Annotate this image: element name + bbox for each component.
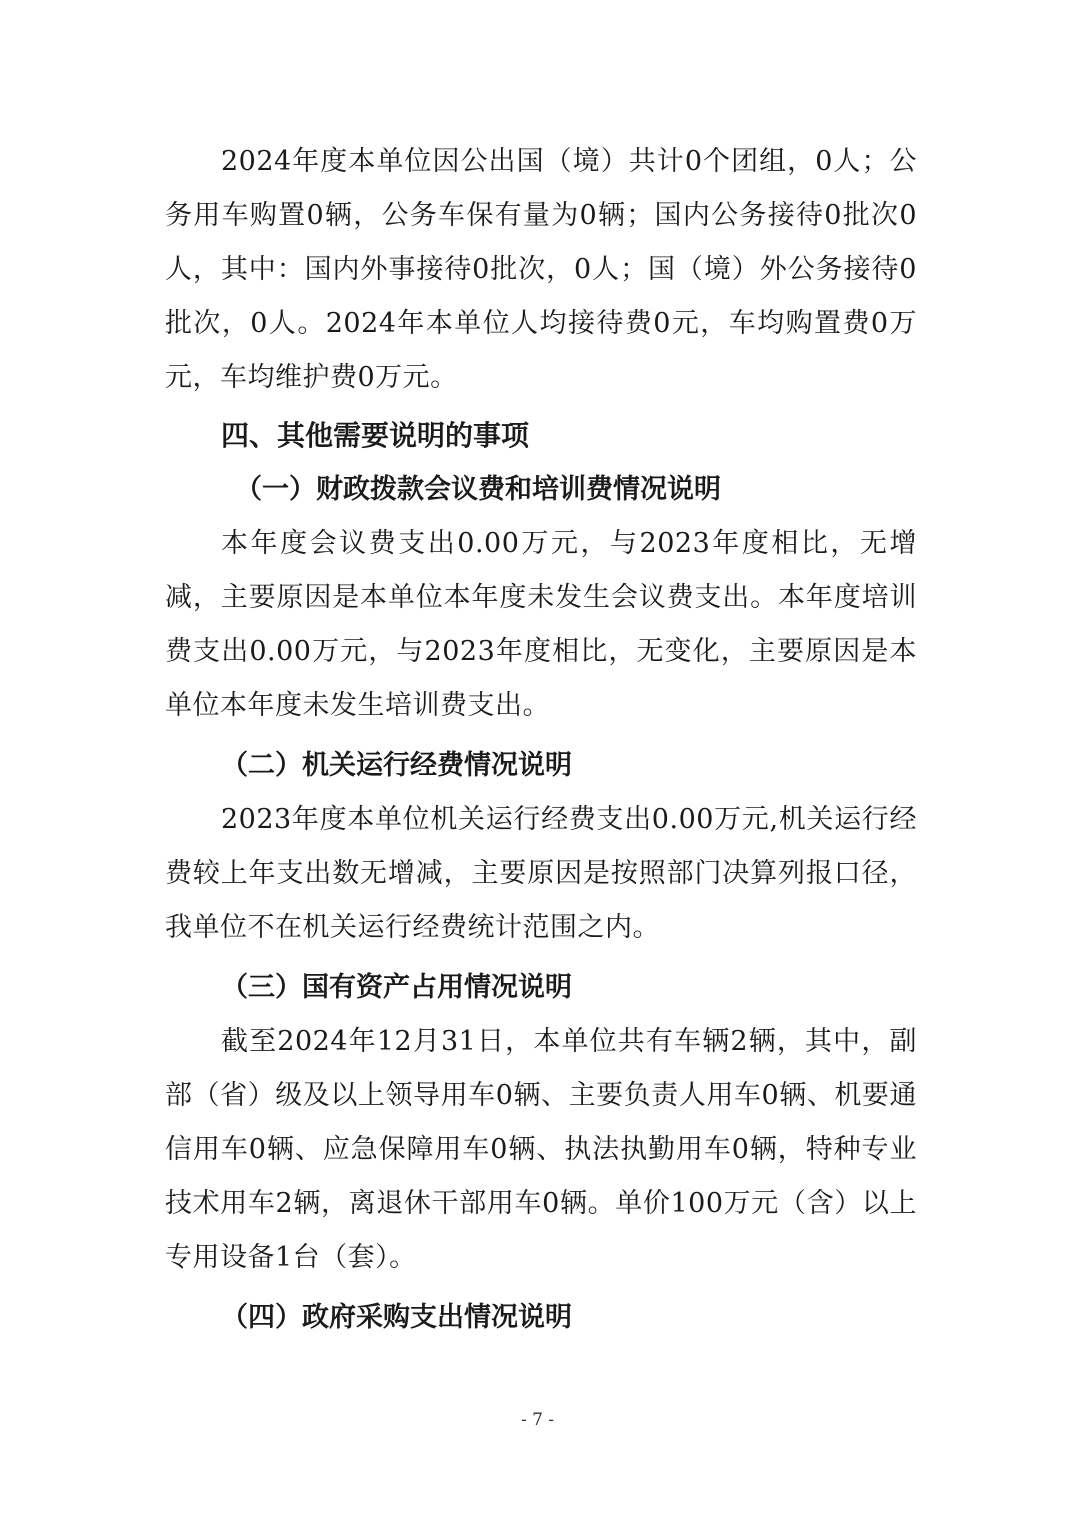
subheading-operating-expenses: （二）机关运行经费情况说明 xyxy=(221,750,572,781)
paragraph-meeting-training-fees: 本年度会议费支出0.00万元，与2023年度相比，无增减，主要原因是本单位本年度未发生会议费支出。本年度培训费支出0.00万元，与2023年度相比，无变化，主要原因是本单位本年度未发生培训费支出。 xyxy=(165,528,917,721)
page-number: - 7 - xyxy=(520,1410,555,1430)
subheading-meeting-training-fees: （一）财政拨款会议费和培训费情况说明 xyxy=(235,474,721,505)
paragraph-state-assets: 截至2024年12月31日，本单位共有车辆2辆，其中，副部（省）级及以上领导用车0辆、主要负责人用车0辆、机要通信用车0辆、应急保障用车0辆、执法执勤用车0辆，特种专业技术用车2辆，离退休干部用车0辆。单价100万元（含）以上专用设备1台（套）。 xyxy=(165,1026,917,1273)
paragraph-operating-expenses: 2023年度本单位机关运行经费支出0.00万元,机关运行经费较上年支出数无增减，主要原因是按照部门决算列报口径，我单位不在机关运行经费统计范围之内。 xyxy=(165,804,917,943)
paragraph-overseas-and-vehicles: 2024年度本单位因公出国（境）共计0个团组，0人；公务用车购置0辆，公务车保有量为0辆；国内公务接待0批次0人，其中：国内外事接待0批次，0人；国（境）外公务接待0批次，0人。2024年本单位人均接待费0元，车均购置费0万元，车均维护费0万元。 xyxy=(165,146,917,393)
section-heading-other-matters: 四、其他需要说明的事项 xyxy=(221,419,530,452)
subheading-government-procurement: （四）政府采购支出情况说明 xyxy=(221,1302,572,1333)
subheading-state-assets: （三）国有资产占用情况说明 xyxy=(221,972,572,1003)
document-body xyxy=(165,135,917,1345)
